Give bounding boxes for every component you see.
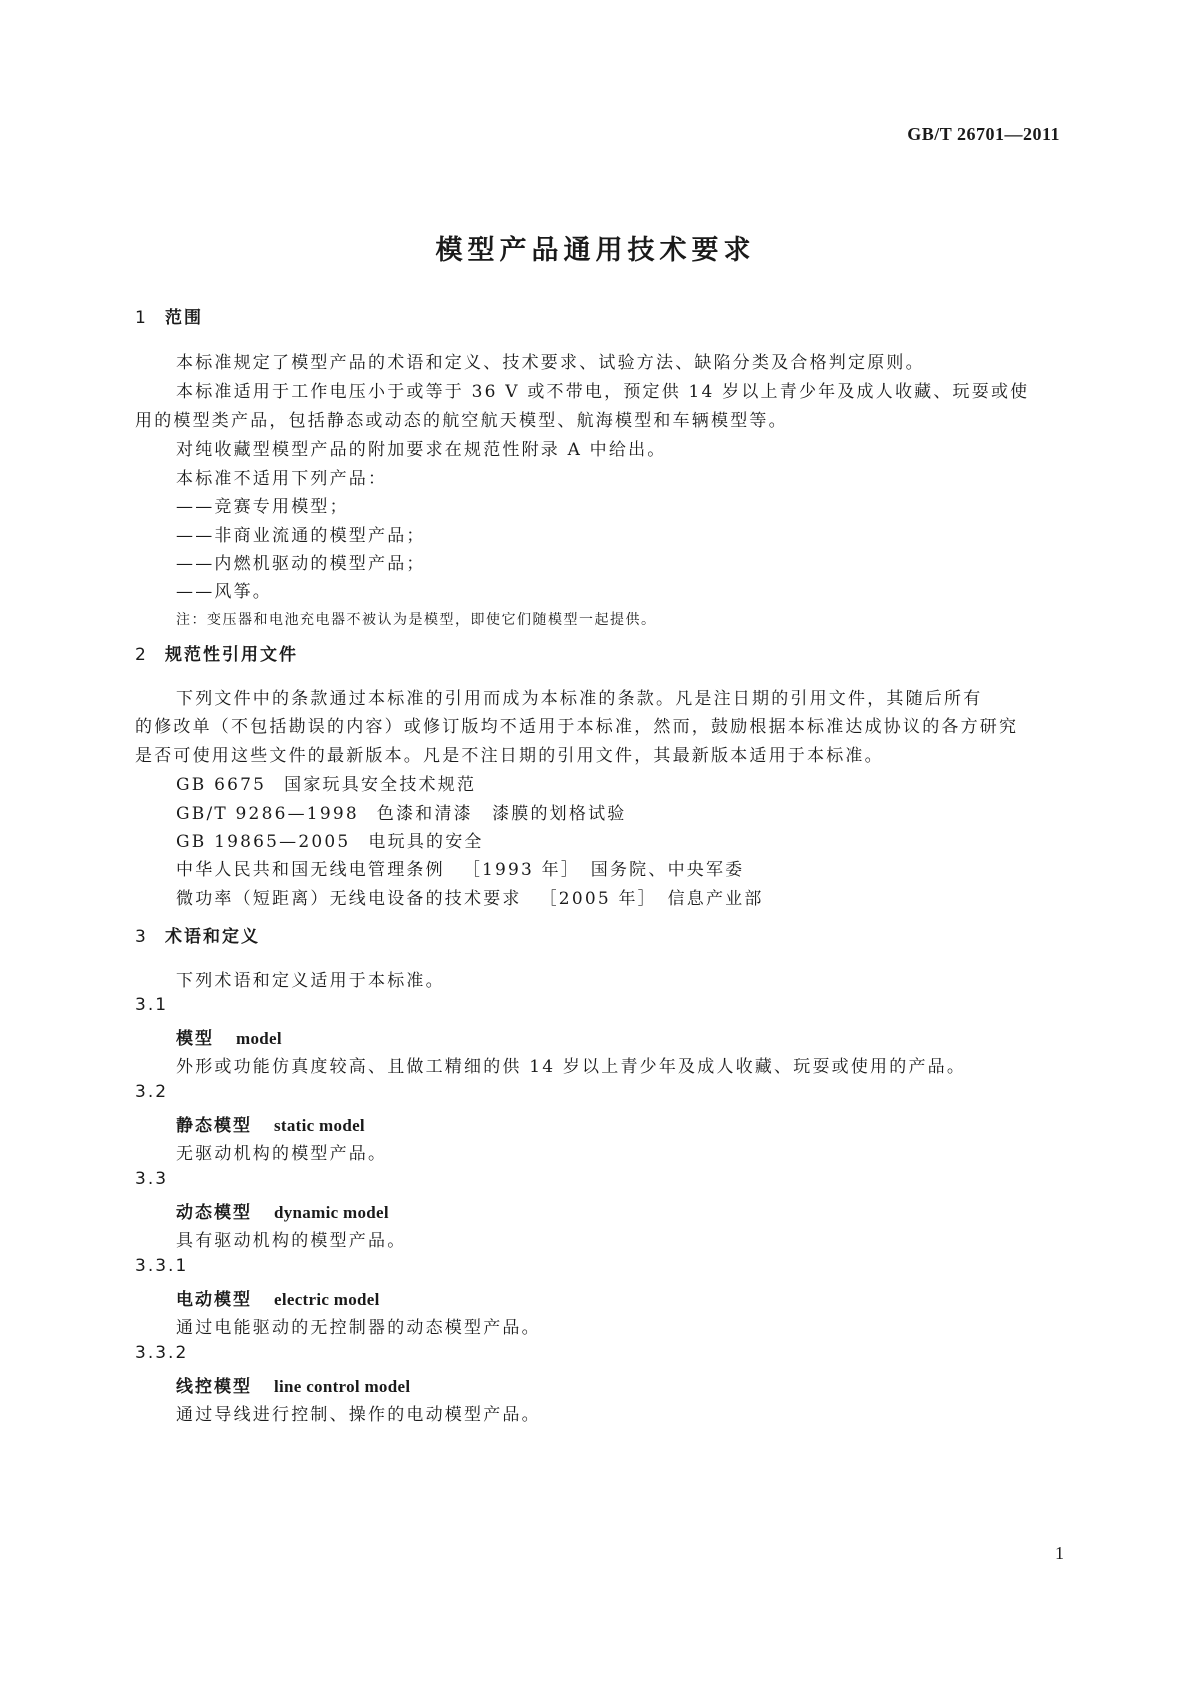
term-heading: 线控模型 line control model [176,1377,411,1397]
term-heading: 静态模型 static model [176,1116,365,1136]
exclusion-item: ——内燃机驱动的模型产品； [176,554,426,574]
section-1-paragraph: 用的模型类产品，包括静态或动态的航空航天模型、航海模型和车辆模型等。 [135,411,788,431]
section-2-paragraph: 的修改单（不包括勘误的内容）或修订版均不适用于本标准，然而，鼓励根据本标准达成协议的各方研究 [135,717,1019,737]
normative-reference: GB/T 9286—1998 色漆和清漆 漆膜的划格试验 [176,804,627,824]
section-2-heading: 2 规范性引用文件 [135,645,298,665]
exclusion-item: ——竞赛专用模型； [176,497,349,517]
section-3-intro: 下列术语和定义适用于本标准。 [176,971,445,991]
section-2-paragraph: 下列文件中的条款通过本标准的引用而成为本标准的条款。凡是注日期的引用文件，其随后所有 [176,689,983,709]
term-heading: 动态模型 dynamic model [176,1203,389,1223]
clause-number: 3.3.2 [135,1343,189,1363]
section-2-paragraph: 是否可使用这些文件的最新版本。凡是不注日期的引用文件，其最新版本适用于本标准。 [135,746,884,766]
exclusion-item: ——非商业流通的模型产品； [176,526,426,546]
term-definition: 无驱动机构的模型产品。 [176,1144,388,1164]
term-definition: 具有驱动机构的模型产品。 [176,1231,407,1251]
normative-reference: 微功率（短距离）无线电设备的技术要求 ［2005 年］ 信息产业部 [176,889,764,909]
term-definition: 通过导线进行控制、操作的电动模型产品。 [176,1405,541,1425]
clause-number: 3.3 [135,1169,169,1189]
term-definition: 通过电能驱动的无控制器的动态模型产品。 [176,1318,541,1338]
section-1-paragraph: 本标准不适用下列产品： [176,469,388,489]
section-1-paragraph: 本标准规定了模型产品的术语和定义、技术要求、试验方法、缺陷分类及合格判定原则。 [176,353,925,373]
standard-code: GB/T 26701—2011 [907,124,1060,144]
section-3-heading: 3 术语和定义 [135,927,260,947]
section-1-paragraph: 对纯收藏型模型产品的附加要求在规范性附录 A 中给出。 [176,440,667,460]
exclusion-item: ——风筝。 [176,582,272,602]
normative-reference: 中华人民共和国无线电管理条例 ［1993 年］ 国务院、中央军委 [176,860,745,880]
note: 注：变压器和电池充电器不被认为是模型，即使它们随模型一起提供。 [176,612,657,628]
clause-number: 3.1 [135,995,169,1015]
document-title: 模型产品通用技术要求 [435,235,756,266]
term-definition: 外形或功能仿真度较高、且做工精细的供 14 岁以上青少年及成人收藏、玩耍或使用的产品。 [176,1057,967,1077]
clause-number: 3.3.1 [135,1256,189,1276]
page-number: 1 [1055,1543,1064,1563]
normative-reference: GB 6675 国家玩具安全技术规范 [176,775,477,795]
term-heading: 电动模型 electric model [176,1290,380,1310]
term-heading: 模型 model [176,1029,282,1049]
normative-reference: GB 19865—2005 电玩具的安全 [176,832,484,852]
section-1-heading: 1 范围 [135,308,203,328]
section-1-paragraph: 本标准适用于工作电压小于或等于 36 V 或不带电，预定供 14 岁以上青少年及成人收藏、玩耍或使 [176,382,1030,402]
clause-number: 3.2 [135,1082,169,1102]
